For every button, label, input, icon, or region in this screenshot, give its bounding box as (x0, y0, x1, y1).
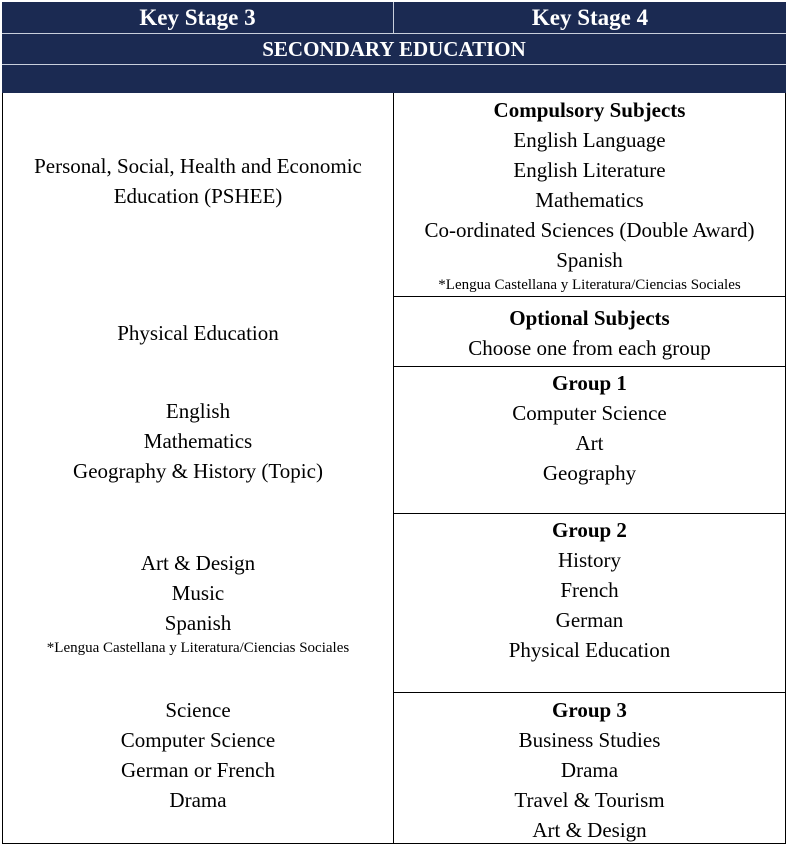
header-divider-1 (2, 33, 786, 34)
ks4-group-2 (394, 515, 785, 665)
header-spacer-band (2, 65, 786, 93)
group-2-physical-education: Physical Education (508, 638, 671, 662)
section-title: SECONDARY EDUCATION (262, 36, 526, 61)
ks3-art-design: Art & Design (140, 551, 256, 575)
ks4-spanish-note: *Lengua Castellana y Literatura/Ciencias Sociales (438, 277, 741, 293)
border-right (785, 93, 786, 844)
ks4-divider-4 (393, 692, 786, 693)
section-header (2, 34, 786, 64)
ks3-spanish-note: *Lengua Castellana y Literatura/Ciencias Sociales (46, 640, 350, 656)
group-1-art: Art (575, 431, 604, 455)
ks3-pe-line: Physical Education (117, 321, 279, 345)
ks3-title: Key Stage 3 (139, 4, 256, 30)
ks3-music: Music (171, 581, 225, 605)
ks4-header (394, 2, 786, 33)
ks3-german-french: German or French (121, 758, 275, 782)
group-1-geography: Geography (542, 461, 637, 485)
ks4-spanish: Spanish (556, 248, 623, 272)
group-3-art-design: Art & Design (532, 818, 647, 842)
ks3-pshee-line-2: Education (PSHEE) (113, 184, 283, 208)
group-3-drama: Drama (560, 758, 619, 782)
group-2-heading: Group 2 (552, 518, 627, 542)
ks3-pshee (3, 151, 393, 211)
ks3-geography-history: Geography & History (Topic) (73, 459, 323, 483)
group-2-history: History (558, 548, 621, 572)
ks3-physical-education (3, 318, 393, 348)
group-3-travel-tourism: Travel & Tourism (514, 788, 665, 812)
group-2-french: French (560, 578, 619, 602)
ks3-spanish: Spanish (164, 611, 232, 635)
ks4-divider-1 (393, 296, 786, 297)
ks4-compulsory-heading: Compulsory Subjects (493, 98, 686, 122)
ks3-drama: Drama (169, 788, 227, 812)
header-divider-vertical (393, 2, 394, 33)
ks3-science: Science (165, 698, 231, 722)
ks4-optional-heading: Optional Subjects (509, 306, 670, 330)
ks4-divider-3 (393, 513, 786, 514)
group-3-heading: Group 3 (552, 698, 627, 722)
ks3-header (2, 2, 393, 33)
group-1-computer-science: Computer Science (512, 401, 667, 425)
ks4-mathematics: Mathematics (535, 188, 644, 212)
ks3-computer-science: Computer Science (120, 728, 276, 752)
ks4-group-3 (394, 695, 785, 845)
group-3-business-studies: Business Studies (518, 728, 661, 752)
ks3-core-subjects (3, 396, 393, 486)
group-2-german: German (555, 608, 624, 632)
ks3-arts-languages (3, 548, 393, 658)
ks4-group-1 (394, 368, 785, 488)
group-1-heading: Group 1 (552, 371, 627, 395)
ks4-optional-subtitle: Choose one from each group (468, 336, 711, 360)
ks3-english: English (165, 399, 231, 423)
header-divider-2 (2, 64, 786, 65)
ks3-sciences (3, 695, 393, 815)
ks4-english-language: English Language (513, 128, 666, 152)
ks4-title: Key Stage 4 (531, 4, 649, 30)
ks4-optional (394, 303, 785, 363)
ks4-divider-2 (393, 366, 786, 367)
ks4-compulsory (394, 95, 785, 295)
ks3-mathematics: Mathematics (143, 429, 253, 453)
ks3-pshee-line-1: Personal, Social, Health and Economic (34, 154, 362, 178)
ks4-coordinated-sciences: Co-ordinated Sciences (Double Award) (424, 218, 755, 242)
ks4-english-literature: English Literature (513, 158, 666, 182)
